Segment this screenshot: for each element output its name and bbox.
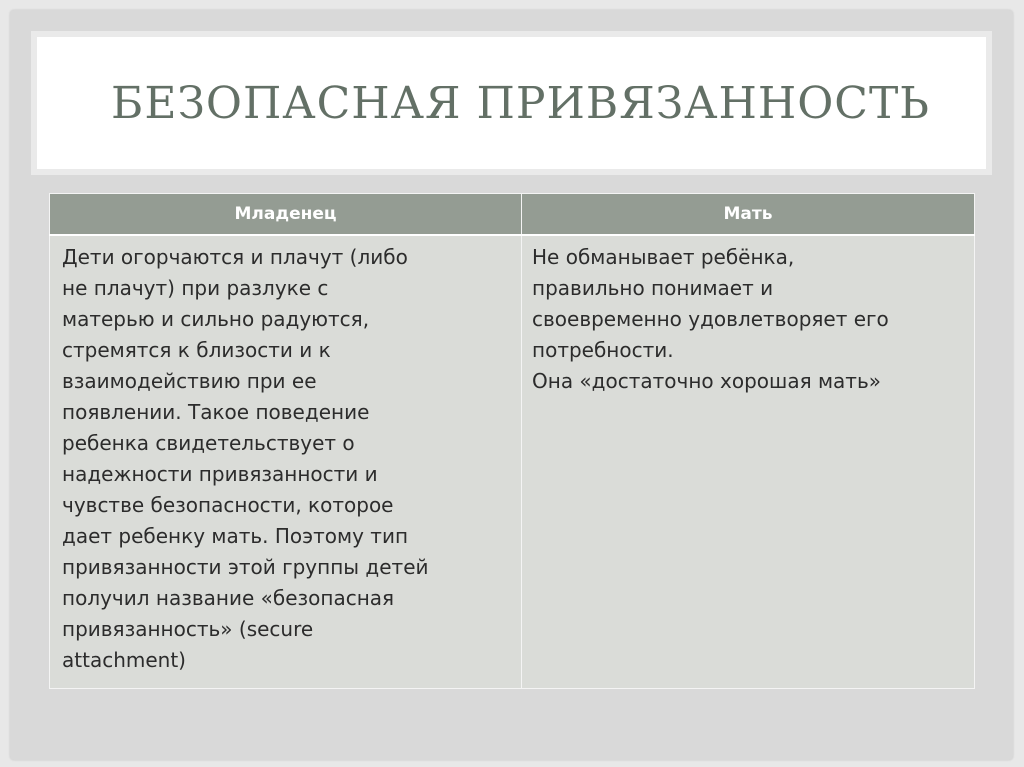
header-mother: Мать — [522, 194, 975, 236]
mother-line: потребности. — [532, 338, 674, 362]
mother-line: Она «достаточно хорошая мать» — [532, 369, 881, 393]
mother-line: своевременно удовлетворяет его — [532, 307, 889, 331]
mother-line: Не обманывает ребёнка, — [532, 245, 795, 269]
infant-line: стремятся к близости и к — [62, 338, 331, 362]
infant-line: Дети огорчаются и плачут (либо — [62, 245, 408, 269]
infant-cell — [50, 235, 522, 689]
infant-line: появлении. Такое поведение — [62, 400, 370, 424]
mother-cell — [522, 235, 975, 689]
infant-line: получил название «безопасная — [62, 586, 395, 610]
infant-line: взаимодействию при ее — [62, 369, 317, 393]
infant-line: привязанность» (secure — [62, 617, 314, 641]
table-header-row — [50, 194, 975, 236]
infant-line: матерью и сильно радуются, — [62, 307, 370, 331]
infant-line: дает ребенку мать. Поэтому тип — [62, 524, 409, 548]
table-row — [50, 235, 975, 689]
slide-title: БЕЗОПАСНАЯ ПРИВЯЗАННОСТЬ — [111, 77, 930, 129]
slide — [10, 10, 1013, 760]
infant-line: не плачут) при разлуке с — [62, 276, 329, 300]
infant-line: надежности привязанности и — [62, 462, 378, 486]
infant-line: attachment) — [62, 648, 186, 672]
header-infant: Младенец — [50, 194, 522, 236]
infant-line: привязанности этой группы детей — [62, 555, 429, 579]
title-box — [31, 31, 992, 175]
comparison-table — [49, 193, 975, 689]
infant-line: чувстве безопасности, которое — [62, 493, 394, 517]
mother-line: правильно понимает и — [532, 276, 774, 300]
infant-line: ребенка свидетельствует о — [62, 431, 355, 455]
